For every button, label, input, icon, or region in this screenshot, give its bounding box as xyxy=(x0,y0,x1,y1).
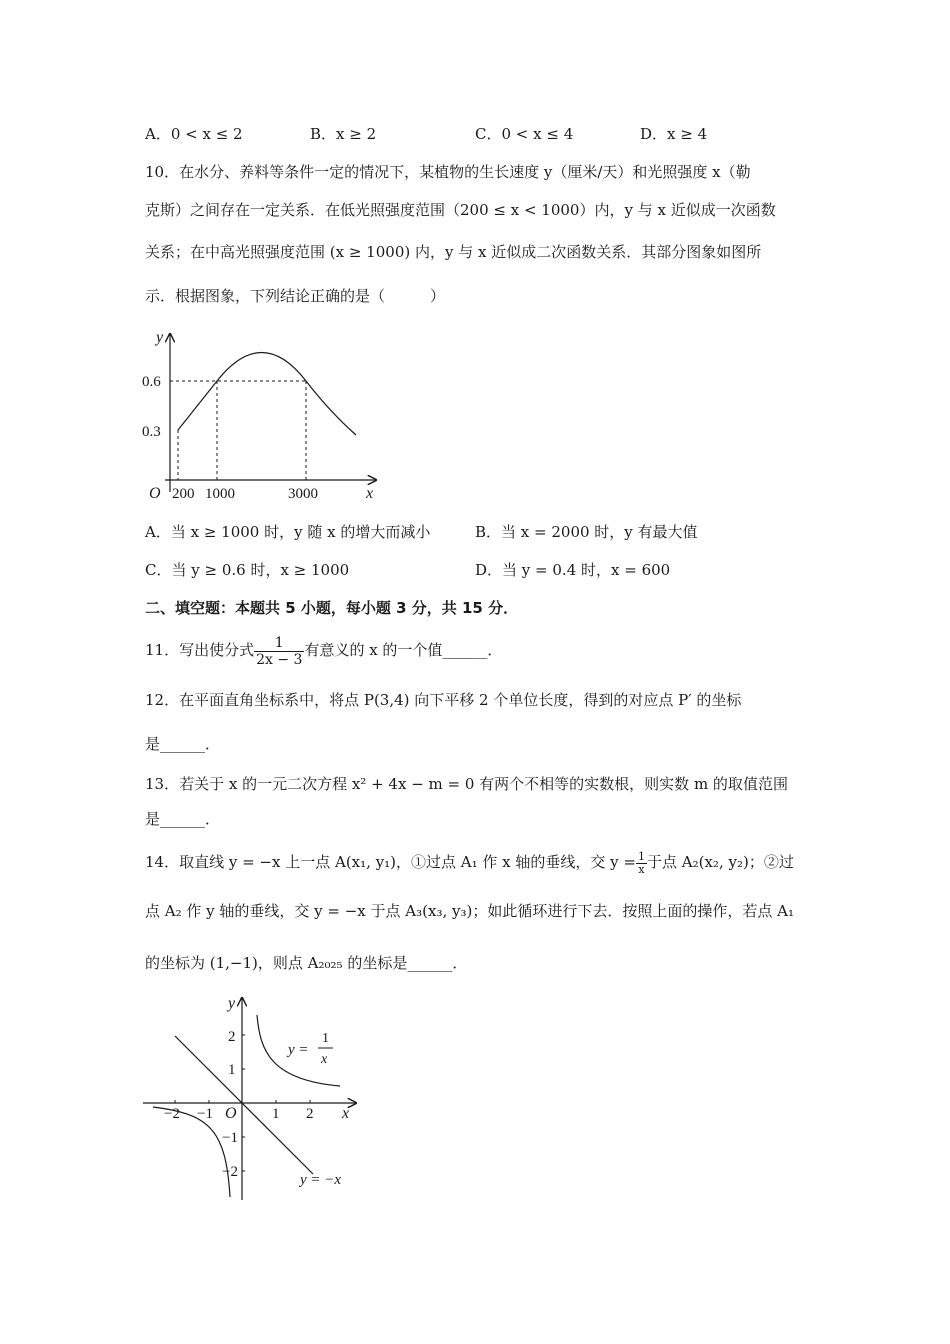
q12-line-2: 是______． xyxy=(145,735,221,753)
q10-parabola xyxy=(217,353,356,436)
q9-option-b: B．x ≥ 2 xyxy=(310,125,377,143)
q9-option-a: A．0 < x ≤ 2 xyxy=(145,125,243,143)
q14-chart xyxy=(140,990,380,1205)
q11-line xyxy=(145,632,502,668)
q14-x-tick-neg1: −1 xyxy=(197,1106,213,1122)
q11-fraction xyxy=(254,635,304,668)
q14-numerator: 1 xyxy=(638,849,645,863)
q14-x-tick-neg2: −2 xyxy=(164,1106,180,1122)
q14-x-tick-2: 2 xyxy=(306,1106,314,1122)
q14-line-2: 点 A₂ 作 y 轴的垂线，交 y = −x 于点 A₃(x₃, y₃)；如此循环进行下去．按照上面的操作，若点 A₁ xyxy=(145,902,794,920)
q14-x-label: x xyxy=(342,1105,350,1122)
q14-denominator: x xyxy=(638,862,645,876)
q10-line-4: 示．根据图象，下列结论正确的是（ ） xyxy=(145,287,446,305)
q13-line-1: 13．若关于 x 的一元二次方程 x² + 4x − m = 0 有两个不相等的实数根，则实数 m 的取值范围 xyxy=(145,775,788,793)
q10-y-tick-03: 0.3 xyxy=(142,424,161,440)
q10-option-c: C．当 y ≥ 0.6 时，x ≥ 1000 xyxy=(145,561,350,579)
q13-line-2: 是______． xyxy=(145,810,221,828)
q10-x-tick-1000: 1000 xyxy=(205,486,235,502)
q14-curve-label-den: x xyxy=(321,1052,328,1067)
q14-x-tick-1: 1 xyxy=(272,1106,280,1122)
q14-y-label: y xyxy=(228,995,236,1012)
q14-line-1-post: 于点 A₂(x₂, y₂)；②过 xyxy=(647,853,794,871)
q10-y-tick-06: 0.6 xyxy=(142,374,161,390)
q9-option-c: C．0 < x ≤ 4 xyxy=(475,125,574,143)
q11-numerator: 1 xyxy=(254,635,304,652)
q10-option-d: D．当 y = 0.4 时，x = 600 xyxy=(475,561,671,579)
q10-option-a: A．当 x ≥ 1000 时，y 随 x 的增大而减小 xyxy=(145,523,431,541)
q10-x-label: x xyxy=(366,485,374,502)
q14-line-3: 的坐标为 (1,−1)，则点 A₂₀₂₅ 的坐标是______． xyxy=(145,954,468,972)
q10-line-1: 10．在水分、养料等条件一定的情况下，某植物的生长速度 y（厘米/天）和光照强度 x（勒 xyxy=(145,163,751,181)
q10-line-2: 克斯）之间存在一定关系．在低光照强度范围（200 ≤ x < 1000）内，y 与 x 近似成一次函数 xyxy=(145,201,776,219)
q14-fraction xyxy=(636,851,647,876)
q10-x-tick-3000: 3000 xyxy=(288,486,318,502)
q14-line-1 xyxy=(145,846,794,878)
q12-line-1: 12．在平面直角坐标系中，将点 P(3,4) 向下平移 2 个单位长度，得到的对应点 P′ 的坐标 xyxy=(145,691,742,709)
q10-chart xyxy=(140,322,390,512)
q14-curve-label-pre: y = xyxy=(288,1042,309,1058)
q10-linear-segment xyxy=(178,381,217,430)
q10-y-label: y xyxy=(156,329,164,346)
q11-denominator: 2x − 3 xyxy=(256,651,303,668)
q10-origin-label: O xyxy=(149,485,161,502)
q14-y-tick-2: 2 xyxy=(228,1029,236,1045)
q14-y-tick-neg2: −2 xyxy=(222,1164,238,1180)
q14-y-tick-1: 1 xyxy=(228,1062,236,1078)
q14-line-1-pre: 14．取直线 y = −x 上一点 A(x₁, y₁)，①过点 A₁ 作 x 轴的垂线，交 y = xyxy=(145,853,636,871)
q14-origin-label: O xyxy=(225,1105,237,1122)
q14-curve-label-num: 1 xyxy=(322,1031,329,1046)
q10-option-b: B．当 x = 2000 时，y 有最大值 xyxy=(475,523,698,541)
q9-option-d: D．x ≥ 4 xyxy=(640,125,708,143)
q11-pre: 11．写出使分式 xyxy=(145,641,255,659)
q10-x-tick-200: 200 xyxy=(172,486,195,502)
q14-line-label: y = −x xyxy=(300,1172,342,1188)
q14-y-tick-neg1: −1 xyxy=(222,1130,238,1146)
q10-line-3: 关系；在中高光照强度范围 (x ≥ 1000) 内，y 与 x 近似成二次函数关系．其部分图象如图所 xyxy=(145,243,762,261)
q11-post: 有意义的 x 的一个值______． xyxy=(304,641,503,659)
section-heading: 二、填空题：本题共 5 小题，每小题 3 分，共 15 分． xyxy=(145,599,519,617)
